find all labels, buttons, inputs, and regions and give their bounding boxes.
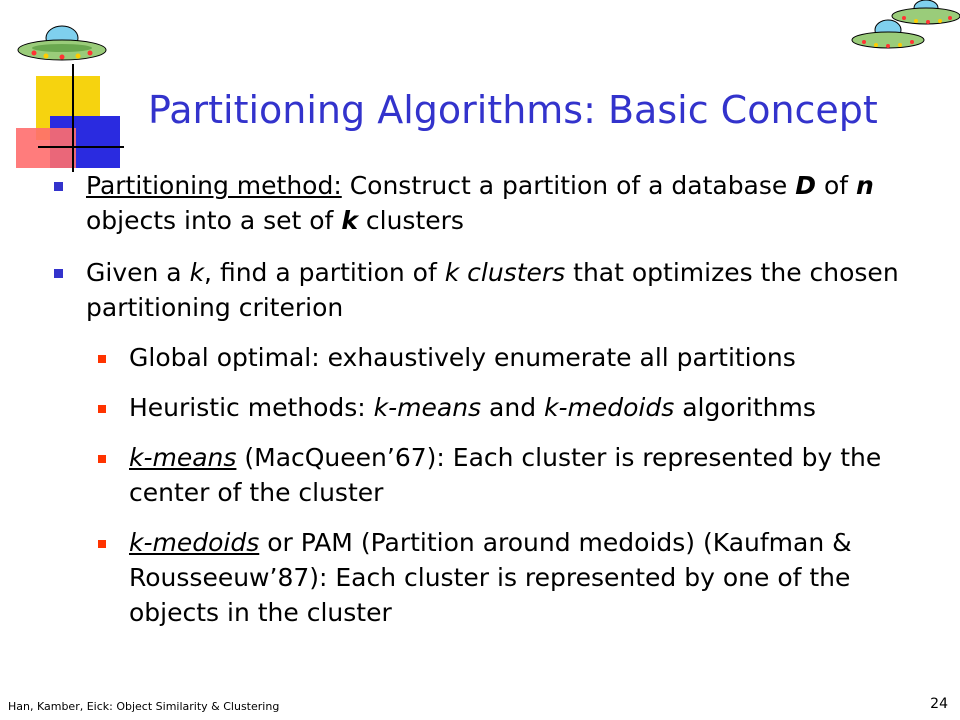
ufo-icon: [848, 16, 928, 56]
bullet-partitioning-method: Partitioning method: Construct a partition of a database D of n objects into a set of k clusters: [48, 168, 928, 238]
slide-title: Partitioning Algorithms: Basic Concept: [148, 88, 878, 132]
bullet-marker: [98, 455, 106, 463]
decor-horizontal-line: [38, 146, 124, 148]
sub-bullet-heuristic: Heuristic methods: k-means and k-medoids algorithms: [48, 390, 928, 425]
slide-footer: Han, Kamber, Eick: Object Similarity & Clustering: [8, 700, 280, 713]
ufo-icon: [14, 20, 110, 70]
sub-bullet-k-means: k-means (MacQueen’67): Each cluster is represented by the center of the cluster: [48, 440, 928, 510]
sub-bullet-global-optimal: Global optimal: exhaustively enumerate all partitions: [48, 340, 928, 375]
bullet-marker: [54, 269, 63, 278]
bullet-given-k: Given a k, find a partition of k clusters that optimizes the chosen partitioning criterion: [48, 255, 928, 325]
term-label: Partitioning method:: [86, 171, 342, 200]
bullet-marker: [54, 182, 63, 191]
bullet-marker: [98, 540, 106, 548]
bullet-marker: [98, 355, 106, 363]
decor-vertical-line: [72, 64, 74, 172]
sub-bullet-k-medoids: k-medoids or PAM (Partition around medoids) (Kaufman & Rousseeuw’87): Each cluster is represented by one of the objects in the cluster: [48, 525, 928, 630]
bullet-marker: [98, 405, 106, 413]
decor-red-square: [16, 128, 76, 168]
page-number: 24: [930, 696, 948, 712]
slide-content: [48, 168, 928, 630]
